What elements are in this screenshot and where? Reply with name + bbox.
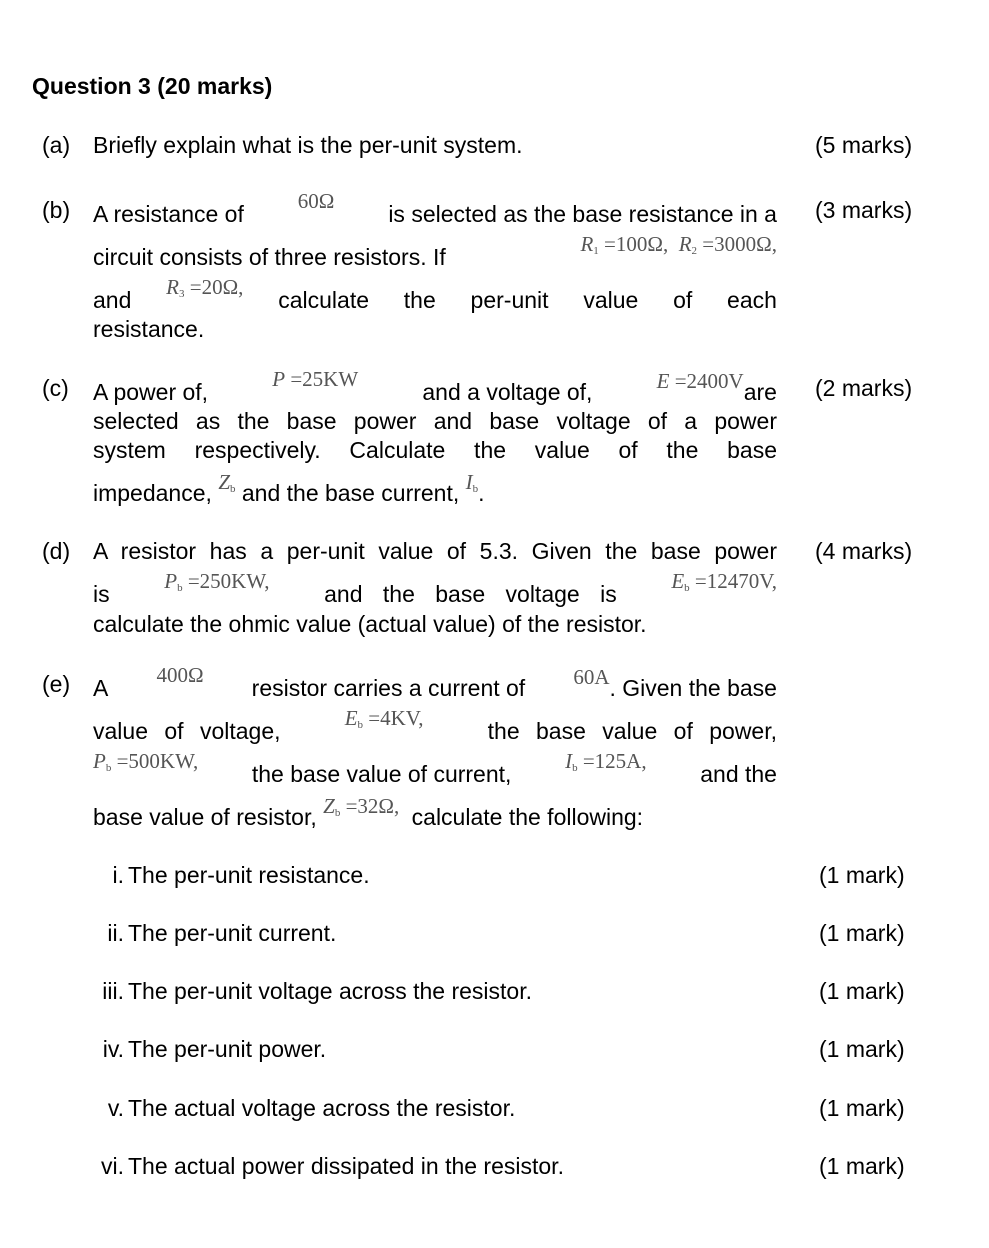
math-r3: $R_3 =20\Omega$, [166,275,244,300]
part-c-text: system respectively. Calculate the value of the base [93,437,777,463]
math-i-base: $I_b =125A$, [565,749,647,774]
item-number: ii. [107,920,124,946]
part-d-text: A resistor has a per-unit value of 5.3. Given the base power [93,538,777,564]
part-d-line-3: calculate the ohmic value (actual value) of the resistor. [93,611,647,637]
part-c-text: are [743,379,777,405]
part-e-line-2 [93,706,777,745]
math-p-base: $P_b =250KW$, [164,569,270,594]
math-z-base: $Z_b =32\Omega$, [323,794,400,819]
part-b-text: each [727,287,777,313]
math-60-amp: 60A [573,665,610,689]
part-e-text: resistor carries a current of [251,675,526,701]
item-text: The actual voltage across the resistor. [128,1095,516,1121]
part-d-line-2 [93,569,777,608]
part-d-text: is [93,581,110,607]
part-e-line-3 [93,749,777,788]
item-text: The per-unit voltage across the resistor. [128,978,532,1004]
item-text: The actual power dissipated in the resistor. [128,1153,564,1179]
part-e-label: (e) [42,671,71,697]
list-item [0,1036,989,1066]
part-b-text: calculate [278,287,369,313]
item-text: The per-unit resistance. [128,862,370,888]
item-marks: (1 mark) [819,920,905,946]
item-text: The per-unit current. [128,920,337,946]
list-item [0,1153,989,1183]
part-e-text: and the [700,761,777,787]
list-item [0,920,989,950]
part-b-line-4: resistance. [93,316,205,342]
part-c-label: (c) [42,375,69,401]
item-marks: (1 mark) [819,1036,905,1062]
question-title: Question 3 (20 marks) [32,73,273,99]
part-c-text: selected as the base power and base voltage of a power [93,408,777,434]
math-e-base: $E_b =4KV$, [344,706,424,731]
part-e-line-4 [93,794,777,831]
item-number: iv. [102,1036,124,1062]
part-c-text-group [656,369,777,406]
part-c-line-1 [93,367,777,406]
part-b-text: is selected as the base resistance in a [388,201,777,227]
list-item [0,1095,989,1125]
part-b-text: A resistance of [93,201,244,227]
item-number: i. [112,862,124,888]
math-60-ohm: 60Ω [297,189,335,213]
part-e-text: A [93,675,109,701]
part-b-line-1 [93,189,777,228]
part-a-label: (a) [42,132,71,158]
part-b-text: circuit consists of three resistors. If [93,244,446,270]
item-marks: (1 mark) [819,978,905,1004]
item-number: iii. [102,978,124,1004]
part-c-line-2 [93,408,777,435]
part-b-text: per-unit [470,287,549,313]
part-b-text: value [583,287,639,313]
part-a-marks: (5 marks) [815,132,913,158]
item-marks: (1 mark) [819,862,905,888]
part-c-text: A power of, [93,379,209,405]
math-400-ohm: 400Ω [156,663,204,687]
part-e-text: the base value of power, [487,718,777,744]
part-d-line-1 [93,538,777,565]
part-e-line-1 [93,663,777,702]
part-e-text: calculate the following: [411,804,644,830]
math-power: P =25KW [272,367,359,391]
part-b-text: and [93,287,132,313]
math-voltage: E =2400V [656,369,744,393]
part-b-label: (b) [42,197,71,223]
part-b-line-3 [93,275,777,314]
part-d-label: (d) [42,538,71,564]
part-e-text: . Given the base [609,675,777,701]
part-c-line-3 [93,437,777,464]
list-item [0,978,989,1008]
part-c-text: and a voltage of, [422,379,593,405]
part-b-text: the [403,287,436,313]
list-item [0,862,989,892]
item-marks: (1 mark) [819,1153,905,1179]
part-d-marks: (4 marks) [815,538,913,564]
part-c-marks: (2 marks) [815,375,913,401]
part-e-text: base value of resistor, [93,804,317,830]
math-e-base: $E_b =12470V$, [671,569,777,594]
item-number: v. [107,1095,124,1121]
part-b-line-2 [93,232,777,271]
math-p-base: $P_b =500KW$, [93,749,199,774]
part-d-text: and the base voltage is [324,581,617,607]
part-c-text: and the base current, [241,480,460,506]
part-c-line-4 [93,470,777,507]
part-e-text: value of voltage, [93,718,281,744]
math-z-base: $Z_b$ [218,470,236,495]
item-text: The per-unit power. [128,1036,327,1062]
math-i-base: $I_b$ [465,470,479,495]
part-e-text: the base value of current, [251,761,512,787]
item-marks: (1 mark) [819,1095,905,1121]
math-r1: $R_1 =100\Omega$, $R_2 =3000\Omega$, [580,232,777,257]
part-e-text-group [573,665,777,702]
part-c-text: impedance, [93,480,212,506]
part-c-text: . [478,480,485,506]
part-b-text: of [673,287,693,313]
part-b-marks: (3 marks) [815,197,913,223]
part-a-text: Briefly explain what is the per-unit system. [93,132,523,158]
item-number: vi. [101,1153,124,1179]
